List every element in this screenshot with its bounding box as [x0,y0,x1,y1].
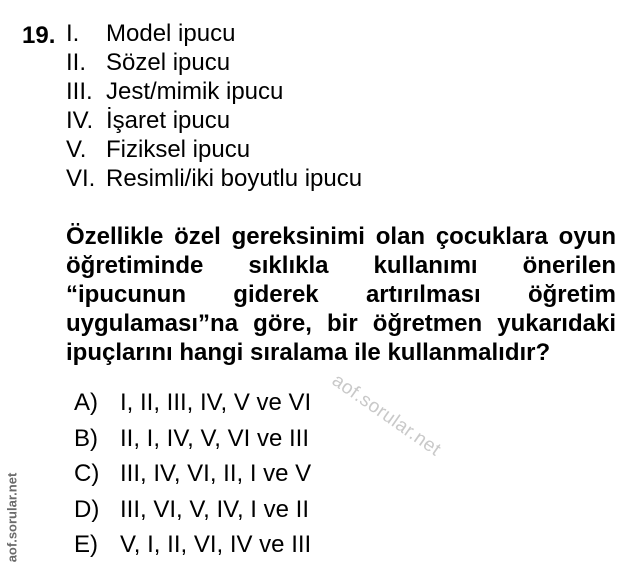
list-item [66,20,362,49]
option-text: II, I, IV, V, VI ve III [120,424,309,452]
option-text: III, IV, VI, II, I ve V [120,460,312,487]
question-stem: Özellikle özel gereksinimi olan çocuklara oyun öğretiminde sıklıkla kullanımı önerilen “ipucunun giderek artırılması öğretim uygulaması”na göre, bir öğretmen yukarıdaki ipuçlarını hangi sıralama ile kullanmalıdır? [66,223,616,366]
option-letter: B) [74,424,98,452]
watermark-side: aof.sorular.net [4,472,20,563]
item-numeral: III. [66,78,93,105]
item-text: Jest/mimik ipucu [106,78,284,105]
item-text: Sözel ipucu [106,49,231,76]
option-d[interactable] [74,495,311,531]
option-letter: E) [74,531,98,558]
option-letter: D) [74,495,100,523]
option-e[interactable] [74,530,311,566]
item-numeral: IV. [66,107,94,134]
option-letter: C) [74,460,100,487]
option-letter: A) [74,389,98,416]
item-text: Fiziksel ipucu [106,136,251,163]
list-item [66,136,362,165]
item-text: İşaret ipucu [106,107,231,134]
option-a[interactable] [74,388,311,424]
item-list [66,20,362,194]
option-text: I, II, III, IV, V ve VI [120,389,312,416]
item-numeral: VI. [66,165,96,192]
option-b[interactable] [74,424,311,460]
question-number: 19. [22,22,56,49]
option-c[interactable] [74,459,311,495]
list-item [66,49,362,78]
item-numeral: V. [66,136,87,163]
item-numeral: I. [66,20,80,47]
item-text: Model ipucu [106,20,236,47]
option-text: III, VI, V, IV, I ve II [120,495,309,523]
watermark-diagonal: aof.sorular.net [327,370,445,461]
answer-options [74,388,311,566]
item-numeral: II. [66,49,87,76]
item-text: Resimli/iki boyutlu ipucu [106,165,363,192]
list-item [66,107,362,136]
list-item [66,78,362,107]
option-text: V, I, II, VI, IV ve III [120,531,312,558]
list-item [66,165,362,194]
